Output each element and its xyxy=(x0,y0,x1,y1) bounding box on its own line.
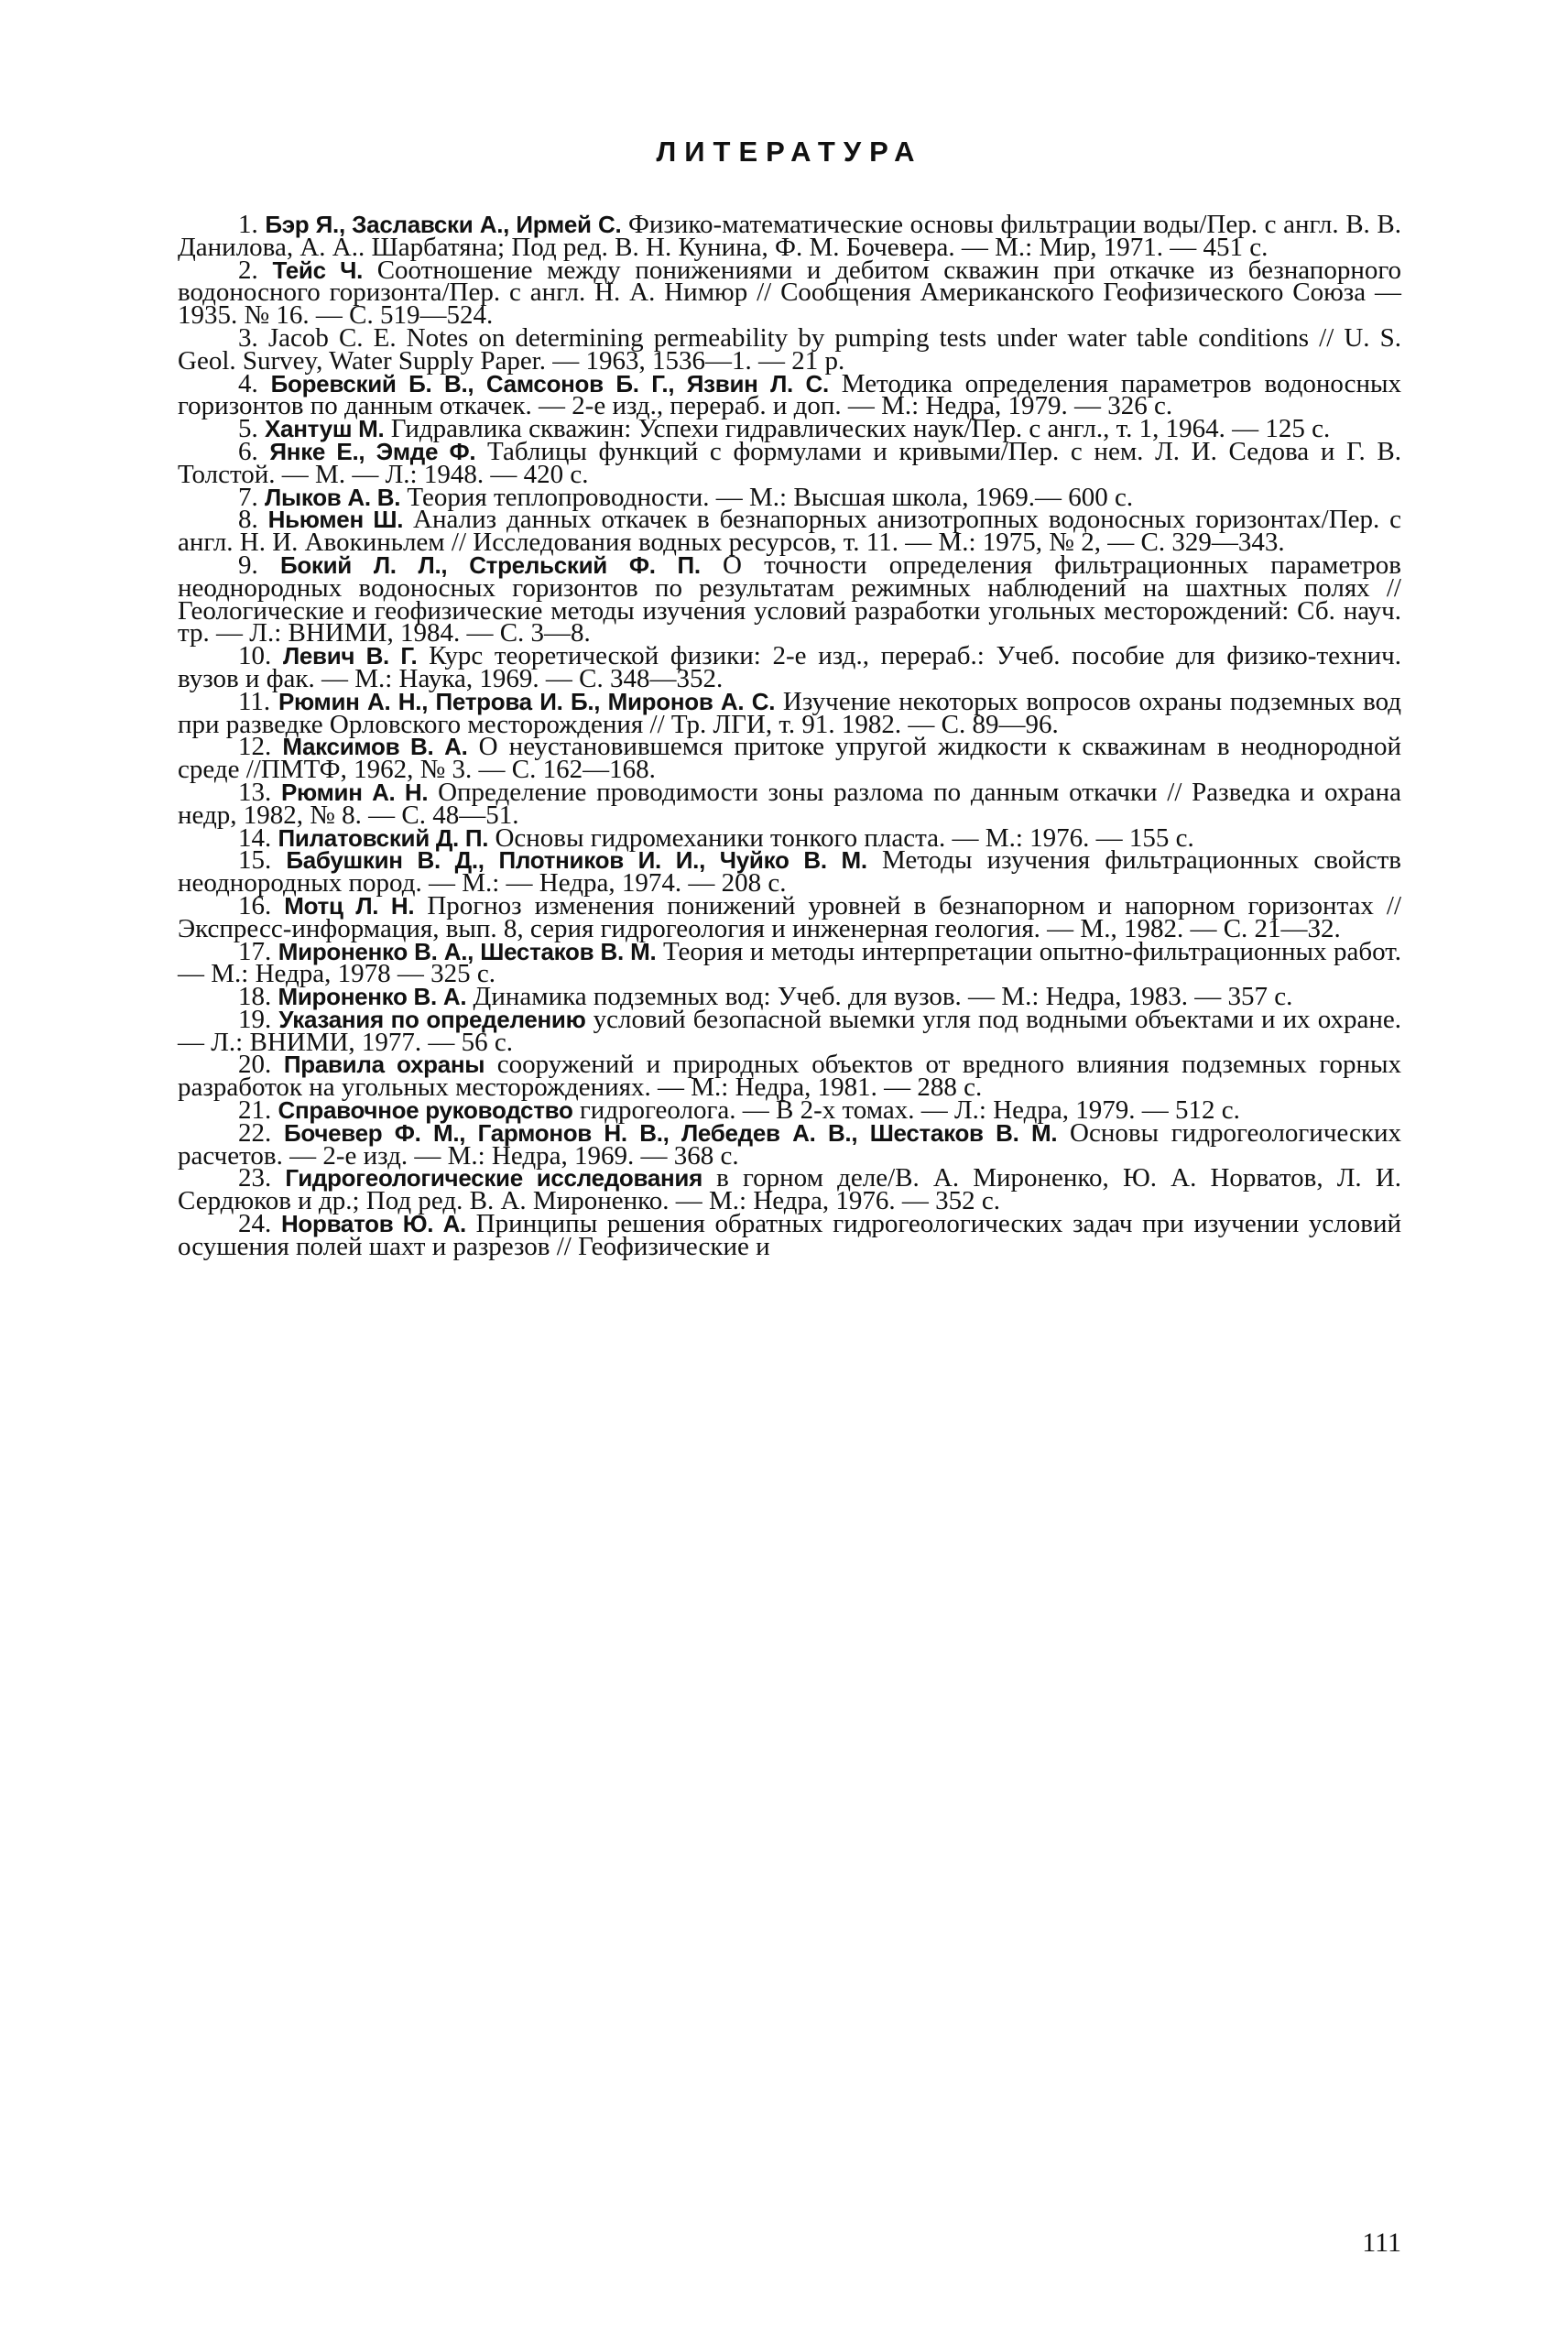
reference-authors: Мотц Л. Н. xyxy=(284,891,415,920)
reference-number: 23. xyxy=(238,1163,272,1193)
reference-text: Принципы решения обратных гидрогеологических задач при изучении условий осушения полей шахт и разрезов // Геофизические и xyxy=(178,1209,1402,1261)
reference-authors: Ньюмен Ш. xyxy=(267,506,404,534)
reference-text: Физико-математические основы фильтрации воды/Пер. с англ. В. В. Данилова, А. А.. Шарбатяна; Под ред. В. Н. Кунина, Ф. М. Бочевера. — М.: Мир, 1971. — 451 с. xyxy=(178,210,1402,262)
reference-authors: Бабушкин В. Д., Плотников И. И., Чуйко В. М. xyxy=(286,846,867,875)
reference-authors: Рюмин А. Н. xyxy=(281,778,429,806)
reference-authors: Максимов В. А. xyxy=(282,733,468,761)
reference-authors: Янке Е., Эмде Ф. xyxy=(269,437,476,465)
reference-number: 12. xyxy=(238,732,272,762)
reference-authors: Боревский Б. В., Самсонов Б. Г., Язвин Л. С. xyxy=(270,369,829,398)
reference-item xyxy=(178,1117,1401,1171)
reference-item xyxy=(178,436,1402,489)
reference-text: Таблицы функций с формулами и кривыми/Пер. с нем. Л. И. Седова и Г. В. Толстой. — М. — Л.: 1948. — 420 с. xyxy=(178,436,1402,489)
reference-text: гидрогеолога. — В 2-х томах. — Л.: Недра, 1979. — 512 с. xyxy=(572,1095,1240,1126)
reference-number: 4. xyxy=(238,368,258,398)
reference-item xyxy=(178,1209,1402,1261)
reference-number: 3. xyxy=(238,322,258,353)
reference-text: Гидравлика скважин: Успехи гидравлических наук/Пер. с англ., т. 1, 1964. — 125 с. xyxy=(384,414,1331,444)
reference-authors: Норватов Ю. А. xyxy=(280,1210,466,1238)
reference-text: Курс теоретической физики: 2-е изд., перераб.: Учеб. пособие для физико-технич. вузов и фак. — М.: Наука, 1969. — С. 348—352. xyxy=(178,641,1402,693)
reference-authors: Гидрогеологические исследования xyxy=(285,1164,702,1193)
reference-authors: Правила охраны xyxy=(283,1051,485,1079)
reference-item xyxy=(178,845,1402,899)
reference-text: Теория и методы интерпретации опытно-фильтрационных работ. — М.: Недра, 1978 — 325 с. xyxy=(178,936,1402,989)
reference-authors: Левич В. Г. xyxy=(282,642,418,670)
reference-authors: Тейс Ч. xyxy=(272,256,363,284)
reference-number: 7. xyxy=(238,482,258,512)
page-number: 111 xyxy=(1362,2228,1401,2258)
reference-number: 13. xyxy=(238,777,272,807)
reference-authors: Мироненко В. А., Шестаков В. М. xyxy=(278,937,657,965)
reference-number: 14. xyxy=(238,822,272,853)
reference-authors: Бэр Я., Заславски А., Ирмей С. xyxy=(265,211,622,238)
reference-authors: Бочевер Ф. М., Гармонов Н. В., Лебедев А. В., Шестаков В. М. xyxy=(284,1118,1058,1147)
reference-number: 22. xyxy=(238,1117,272,1148)
reference-authors: Бокий Л. Л., Стрельский Ф. П. xyxy=(279,550,701,579)
reference-authors: Указания по определению xyxy=(278,1005,586,1033)
reference-authors: Хантуш М. xyxy=(265,415,385,443)
reference-text: Jacob C. E. Notes on determining permeability by pumping tests under water table conditions // U. S. Geol. Survey, Water Supply Paper. — 1963, 1536—1. — 21 p. xyxy=(178,322,1402,376)
reference-text: Основы гидрогеологических расчетов. — 2-е изд. — М.: Недра, 1969. — 368 с. xyxy=(178,1117,1401,1171)
reference-number: 15. xyxy=(238,845,272,876)
reference-authors: Пилатовский Д. П. xyxy=(278,823,489,852)
reference-text: Основы гидромеханики тонкого пласта. — М.: 1976. — 155 с. xyxy=(488,822,1194,853)
reference-item xyxy=(178,550,1401,648)
reference-item xyxy=(178,936,1402,989)
reference-item xyxy=(178,1050,1401,1103)
reference-number: 24. xyxy=(238,1209,272,1239)
reference-number: 1. xyxy=(238,210,258,239)
reference-list xyxy=(178,210,1402,1261)
page-title: ЛИТЕРАТУРА xyxy=(656,136,923,168)
reference-number: 19. xyxy=(238,1004,272,1034)
reference-number: 2. xyxy=(238,255,258,285)
reference-authors: Мироненко В. А. xyxy=(278,983,467,1011)
reference-text: О точности определения фильтрационных параметров неоднородных водоносных горизонтов по результатам режимных наблюдений на шахтных полях // Геологические и геофизические методы изучения условий разработки угольных месторождений: Сб. науч. тр. — Л.: ВНИМИ, 1984. — С. 3—8. xyxy=(178,550,1401,648)
reference-number: 11. xyxy=(238,686,271,716)
reference-authors: Рюмин А. Н., Петрова И. Б., Миронов А. С. xyxy=(278,687,776,715)
reference-text: сооружений и природных объектов от вредного влияния подземных горных разработок на угольных месторождениях. — М.: Недра, 1981. — 288 с. xyxy=(178,1050,1401,1103)
reference-item xyxy=(178,322,1402,376)
reference-text: Прогноз изменения понижений уровней в безнапорном и напорном горизонтах // Экспресс-информация, вып. 8, серия гидрогеология и инженерная геология. — М., 1982. — С. 21—32. xyxy=(178,890,1401,943)
reference-number: 5. xyxy=(238,414,258,444)
reference-item xyxy=(178,890,1401,943)
reference-text: условий безопасной выемки угля под водными объектами и их охране. — Л.: ВНИМИ, 1977. — 56 с. xyxy=(178,1004,1401,1057)
reference-authors: Лыков А. В. xyxy=(265,483,401,511)
reference-number: 20. xyxy=(238,1050,272,1080)
reference-text: Анализ данных откачек в безнапорных анизотропных водоносных горизонтах/Пер. с англ. Н. И. Авокиньлем // Исследования водных ресурсов, т. 11. — М.: 1975, № 2, — С. 329—343. xyxy=(178,505,1402,558)
reference-item xyxy=(178,1163,1402,1216)
reference-item xyxy=(178,777,1401,830)
reference-text: в горном деле/В. А. Мироненко, Ю. А. Норватов, Л. И. Сердюков и др.; Под ред. В. А. Мироненко. — М.: Недра, 1976. — 352 с. xyxy=(178,1163,1402,1216)
reference-number: 21. xyxy=(238,1095,272,1126)
reference-item xyxy=(178,368,1402,421)
reference-number: 18. xyxy=(238,982,272,1012)
reference-number: 6. xyxy=(238,436,258,466)
reference-number: 10. xyxy=(238,641,272,671)
reference-number: 17. xyxy=(238,936,272,966)
reference-text: Определение проводимости зоны разлома по данным откачки // Разведка и охрана недр, 1982, № 8. — С. 48—51. xyxy=(178,777,1401,830)
reference-item xyxy=(178,1004,1401,1057)
reference-text: О неустановившемся притоке упругой жидкости к скважинам в неоднородной среде //ПМТФ, 1962, № 3. — С. 162—168. xyxy=(178,732,1401,785)
reference-item xyxy=(178,210,1402,262)
reference-number: 8. xyxy=(238,505,258,535)
reference-item xyxy=(178,686,1401,739)
reference-text: Изучение некоторых вопросов охраны подземных вод при разведке Орловского месторождения // Тр. ЛГИ, т. 91. 1982. — С. 89—96. xyxy=(178,686,1401,739)
reference-item xyxy=(178,505,1402,558)
document-page xyxy=(178,136,1402,1261)
reference-item xyxy=(178,641,1402,693)
reference-text: Динамика подземных вод: Учеб. для вузов. — М.: Недра, 1983. — 357 с. xyxy=(466,982,1293,1012)
reference-number: 16. xyxy=(238,890,272,920)
reference-authors: Справочное руководство xyxy=(278,1096,573,1125)
reference-text: Методы изучения фильтрационных свойств неоднородных пород. — М.: — Недра, 1974. — 208 с. xyxy=(178,845,1402,899)
reference-text: Теория теплопроводности. — М.: Высшая школа, 1969.— 600 с. xyxy=(400,482,1134,512)
reference-text: Методика определения параметров водоносных горизонтов по данным откачек. — 2-е изд., перераб. и доп. — М.: Недра, 1979. — 326 с. xyxy=(178,368,1402,421)
reference-number: 9. xyxy=(238,550,258,580)
reference-item xyxy=(178,255,1402,331)
reference-item xyxy=(178,732,1401,785)
reference-text: Соотношение между понижениями и дебитом скважин при откачке из безнапорного водоносного горизонта/Пер. с англ. Н. А. Нимюр // Сообщения Американского Геофизического Союза — 1935. № 16. — С. 519—524. xyxy=(178,255,1402,331)
